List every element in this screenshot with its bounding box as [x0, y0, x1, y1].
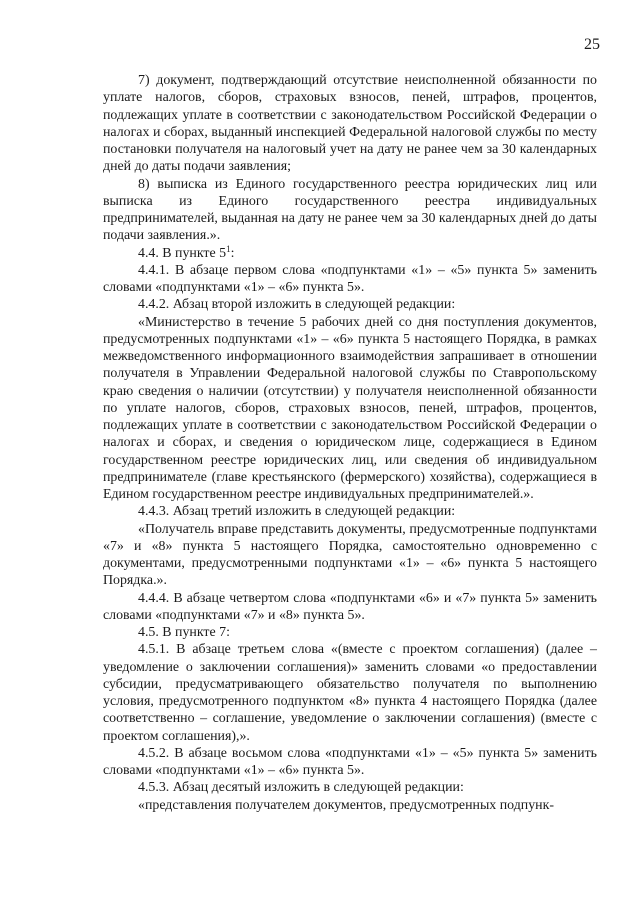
- paragraph-4-5-1: 4.5.1. В абзаце третьем слова «(вместе с проектом соглашения) (далее – уведомление о заключении соглашения)» заменить словами «о предоставлении субсидии, предусматривающего обязательство получателя по выполнению условия, предусмотренного подпунктом «8» пункта 4 настоящего Порядка (далее соответственно – соглашение, уведомление о заключении соглашения) (вместе с проектом соглашения),».: [103, 642, 597, 744]
- paragraph-4-4-superscript: 1: [226, 243, 231, 254]
- quoted-paragraph-submission: «представления получателем документов, предусмотренных подпунк-: [138, 797, 554, 813]
- paragraph-4-4-3: 4.4.3. Абзац третий изложить в следующей редакции:: [138, 504, 456, 520]
- document-body: [103, 72, 597, 814]
- paragraph-4-4-2: 4.4.2. Абзац второй изложить в следующей редакции:: [138, 297, 456, 313]
- paragraph-4-5-3: 4.5.3. Абзац десятый изложить в следующей редакции:: [138, 780, 464, 796]
- paragraph-item-8: 8) выписка из Единого государственного реестра юридических лиц или выписка из Единого государственного реестра индивидуальных предпринимателей, выданная на дату не ранее чем за 30 календарных дней до даты подачи заявления.».: [103, 176, 597, 244]
- page-number: 25: [584, 36, 600, 53]
- quoted-paragraph-ministry: «Министерство в течение 5 рабочих дней со дня поступления документов, предусмотренных подпунктами «1» – «6» пункта 5 настоящего Порядка, в рамках межведомственного информационного взаимодействия запрашивает в отношении получателя в Управлении Федеральной налоговой службы по Ставропольскому краю сведения о наличии (отсутствии) у получателя неисполненной обязанности по уплате налогов, сборов, страховых взносов, пеней, штрафов, процентов, подлежащих уплате в соответствии с законодательством Российской Федерации о налогах и сборах, и сведения о юридическом лице, содержащиеся в Едином государственном реестре юридических лиц, или сведения об индивидуальном предпринимателе (главе крестьянского (фермерского) хозяйства), содержащиеся в Едином государственном реестре индивидуальных предпринимателей.».: [103, 314, 597, 502]
- paragraph-4-4-suffix: :: [230, 245, 235, 261]
- paragraph-4-4: [103, 245, 597, 262]
- paragraph-4-5: 4.5. В пункте 7:: [138, 625, 230, 640]
- quoted-paragraph-recipient: «Получатель вправе представить документы, предусмотренные подпунктами «7» и «8» пункта 5 настоящего Порядка, самостоятельно одновременно с документами, предусмотренными подпунктами «1» – «6» пункта 5 настоящего Порядка.».: [103, 521, 597, 589]
- paragraph-4-4-4: 4.4.4. В абзаце четвертом слова «подпунктами «6» и «7» пункта 5» заменить словами «подпунктами «7» и «8» пункта 5».: [103, 590, 597, 623]
- paragraph-4-4-text: 4.4. В пункте 5: [138, 245, 227, 261]
- paragraph-item-7: 7) документ, подтверждающий отсутствие неисполненной обязанности по уплате налогов, сборов, страховых взносов, пеней, штрафов, процентов, подлежащих уплате в соответствии с законодательством Российской Федерации о налогах и сборах, выданный инспекцией Федеральной налоговой службы по месту постановки получателя на налоговый учет на дату не ранее чем за 30 календарных дней до даты подачи заявления;: [103, 73, 597, 175]
- paragraph-4-5-2: 4.5.2. В абзаце восьмом слова «подпунктами «1» – «5» пункта 5» заменить словами «подпунктами «1» – «6» пункта 5».: [103, 745, 597, 778]
- paragraph-4-4-1: 4.4.1. В абзаце первом слова «подпунктами «1» – «5» пункта 5» заменить словами «подпунктами «1» – «6» пункта 5».: [103, 262, 597, 295]
